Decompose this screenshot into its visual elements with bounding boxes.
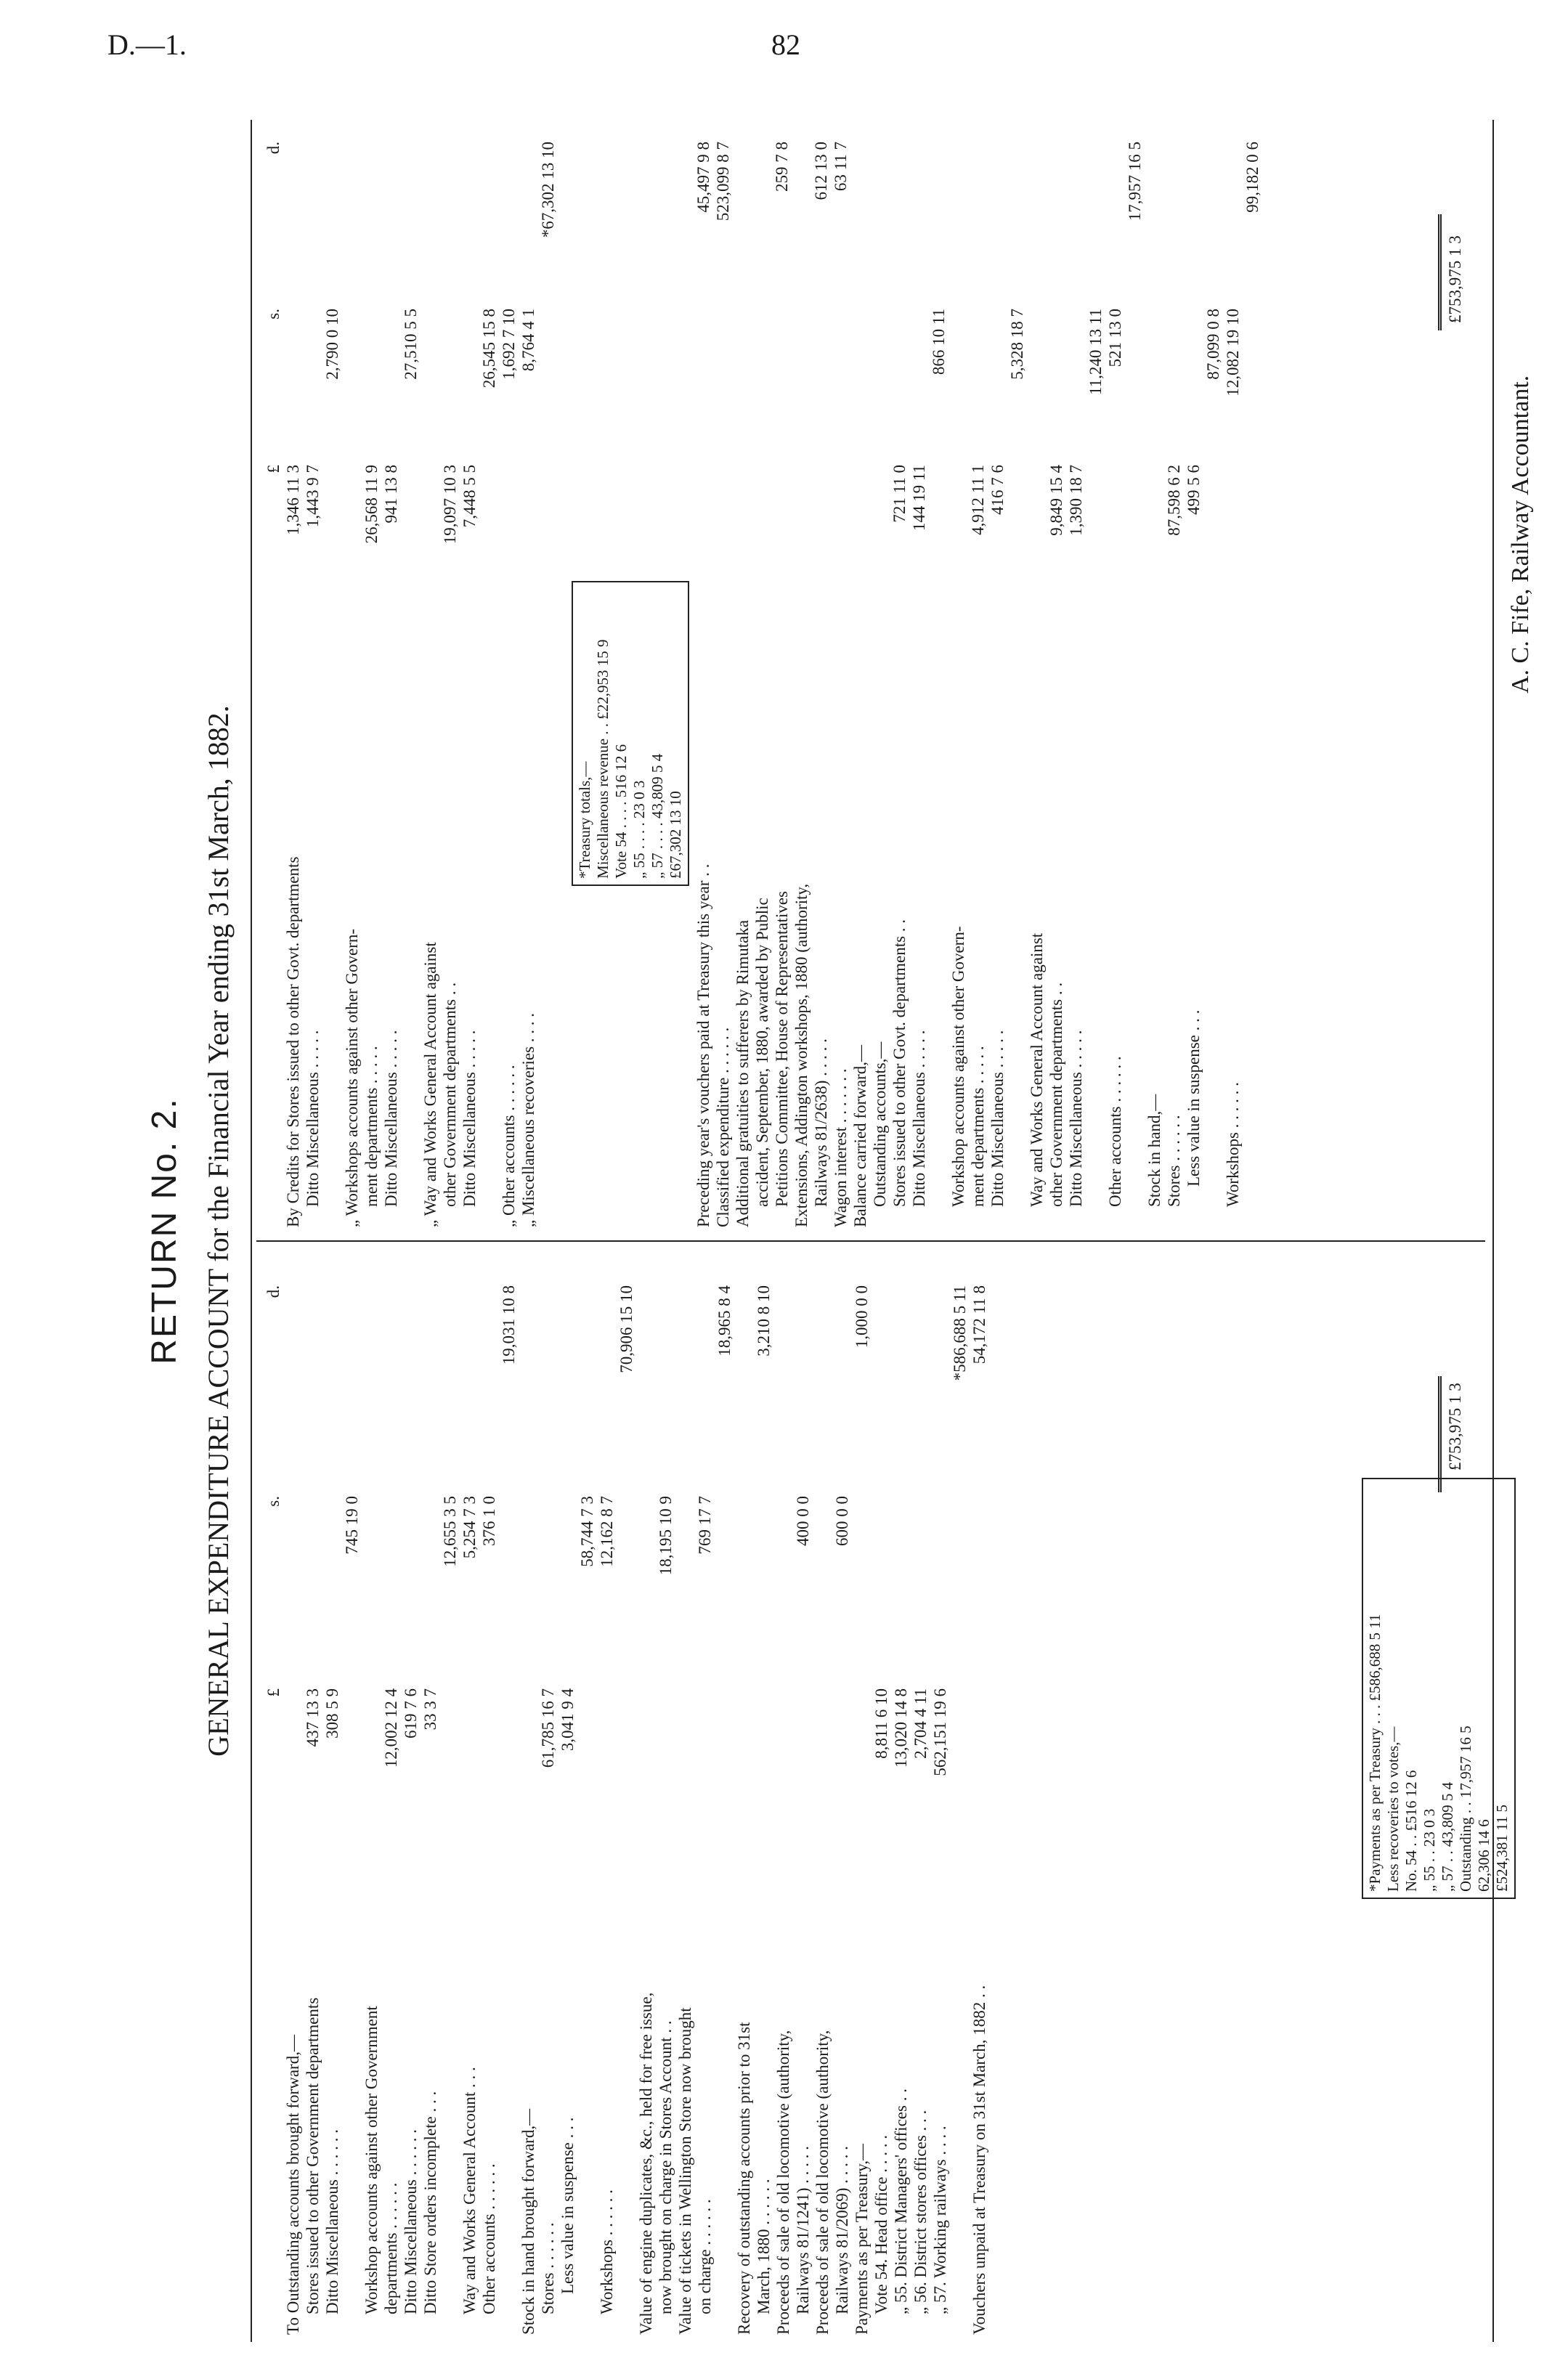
credit-label: Railways 81/2638) . . . . . — [812, 1038, 830, 1207]
debit-label: on charge . . . . . . — [696, 2199, 714, 2314]
credit-label: Ditto Miscellaneous . . . . . — [910, 1030, 928, 1207]
credit-amount-a: 416 7 6 — [988, 465, 1007, 515]
credit-label: Additional gratuities to sufferers by Rimutaka — [734, 919, 752, 1227]
credit-row — [1047, 120, 1066, 1227]
credit-amount-a: 19,097 10 3 — [441, 465, 459, 545]
money-column-header — [264, 1253, 283, 2335]
credit-row — [929, 120, 948, 1227]
credit-label: Extensions, Addington workshops, 1880 (authority, — [792, 883, 811, 1227]
credit-row — [401, 120, 421, 1227]
credit-row — [1243, 120, 1262, 1227]
debit-row — [558, 1253, 577, 2335]
credit-row — [1086, 120, 1105, 1227]
credit-row — [499, 120, 519, 1227]
credit-amount-a: 9,849 15 4 — [1047, 465, 1065, 536]
debit-amount-a: 8,811 6 10 — [872, 1688, 890, 1759]
credit-row — [440, 120, 460, 1227]
debit-label: Vote 54. Head office . . . . . — [872, 2135, 890, 2314]
credit-amount-c: 45,497 9 8 — [694, 142, 712, 213]
credit-row — [948, 120, 968, 1227]
footnote-line: Outstanding . . 17,957 16 5 — [1457, 1725, 1474, 1892]
credit-row — [752, 120, 772, 1227]
debit-label: Recovery of outstanding accounts prior to 31st — [735, 2022, 753, 2335]
treasury-box-line: Miscellaneous revenue . . £22,953 15 9 — [594, 639, 612, 879]
credit-amount-c: 523,099 8 7 — [714, 142, 732, 221]
credit-row — [1007, 120, 1027, 1227]
debit-row — [479, 1253, 499, 2335]
credit-row — [831, 120, 850, 1227]
page-number: 82 — [771, 28, 800, 61]
credit-amount-a: 499 5 6 — [1185, 465, 1203, 515]
credit-label: ment departments . . . . . — [969, 1046, 987, 1207]
credit-row — [1105, 120, 1125, 1227]
debit-row — [460, 1253, 479, 2335]
credit-rows — [283, 120, 558, 1227]
debit-row — [852, 1253, 872, 2335]
debit-row — [695, 1253, 715, 2335]
debit-label: „ 55. District Managers' offices . . — [892, 2089, 910, 2314]
debit-row — [656, 1253, 675, 2335]
credit-amount-a: 4,912 11 1 — [969, 465, 987, 535]
credit-label: Workshops . . . . . . — [1224, 1082, 1242, 1207]
credit-label: Balance carried forward,— — [851, 1045, 869, 1227]
credit-label: Outstanding accounts,— — [871, 1041, 889, 1207]
top-rule — [251, 120, 252, 2342]
debit-row — [283, 1253, 303, 2335]
credit-row — [694, 120, 713, 1227]
col-b-header-right: s. — [264, 309, 283, 320]
debit-label: Value of tickets in Wellington Store now brought — [676, 2007, 694, 2335]
credit-row — [792, 120, 811, 1227]
credit-amount-b: 866 10 11 — [930, 309, 948, 375]
account-title: GENERAL EXPENDITURE ACCOUNT for the Financial Year ending 31st March, 1882. — [202, 705, 235, 1757]
debit-amount-c: 70,906 15 10 — [617, 1285, 635, 1373]
rotated-account-sheet — [134, 98, 1558, 2364]
credit-row — [1066, 120, 1086, 1227]
debit-amount-b: 376 1 0 — [480, 1496, 498, 1546]
credit-row — [890, 120, 909, 1227]
credit-label: Wagon interest . . . . . . . — [832, 1068, 850, 1227]
credit-label: Ditto Miscellaneous . . . . . — [1067, 1030, 1085, 1207]
credit-row — [303, 120, 322, 1227]
footnote-line: Less recoveries to votes,— — [1384, 1726, 1402, 1892]
debit-label: Way and Works General Account . . . — [460, 2067, 479, 2314]
debit-amount-a: 61,785 16 7 — [539, 1688, 557, 1768]
credit-label: Stock in hand,— — [1145, 1094, 1163, 1207]
credit-label: Stores . . . . . . — [1165, 1115, 1183, 1207]
debit-label: Railways 81/2069) . . . . . — [833, 2146, 851, 2314]
treasury-box-line: „ 57 . . . . 43,809 5 4 — [649, 753, 666, 879]
debit-amount-a: 12,002 12 4 — [382, 1688, 400, 1768]
credit-row — [988, 120, 1007, 1227]
col-c-header: d. — [264, 1285, 283, 1298]
credit-amount-c: 612 13 0 — [812, 142, 830, 200]
credit-label: Less value in suspense . . . — [1185, 1009, 1203, 1187]
debit-row — [872, 1253, 891, 2335]
debit-row — [362, 1253, 381, 2335]
left-grand-total: £753,975 1 3 — [1446, 1383, 1464, 1471]
credit-label: „ Way and Works General Account against — [421, 942, 439, 1227]
credit-row — [968, 120, 988, 1227]
col-a-header-right: £ — [264, 465, 283, 473]
debit-label: March, 1880 . . . . . . — [755, 2179, 773, 2314]
credit-row — [1203, 120, 1223, 1227]
debit-label: Proceeds of sale of old locomotive (authority, — [774, 2030, 792, 2335]
credit-label: Workshop accounts against other Govern- — [949, 926, 967, 1207]
center-divider — [256, 1240, 1485, 1242]
credit-row — [342, 120, 362, 1227]
credit-row — [870, 120, 890, 1227]
debit-row — [401, 1253, 421, 2335]
credit-amount-a: 7,448 5 5 — [460, 465, 479, 528]
debit-row — [440, 1253, 460, 2335]
debit-row — [930, 1253, 950, 2335]
col-c-header-right: d. — [264, 142, 283, 155]
credit-row — [283, 120, 303, 1227]
debit-row — [577, 1253, 597, 2335]
debit-label: Payments as per Treasury,— — [853, 2144, 871, 2335]
debit-label: Proceeds of sale of old locomotive (authority, — [813, 2030, 832, 2335]
debit-row — [970, 1253, 989, 2335]
debit-side — [264, 1253, 989, 2335]
credit-row — [909, 120, 929, 1227]
debit-amount-a: 2,704 4 11 — [911, 1688, 930, 1759]
debit-amount-b: 12,655 3 5 — [441, 1496, 459, 1567]
debit-row — [381, 1253, 401, 2335]
debit-amount-c: 54,172 11 8 — [970, 1285, 988, 1365]
debit-label: Ditto Store orders incomplete . . . — [421, 2091, 439, 2314]
credit-amount-a: 87,598 6 2 — [1165, 465, 1183, 536]
signature: A. C. Fife, Railway Accountant. — [1507, 375, 1534, 694]
debit-label: Value of engine duplicates, &c., held for free issue, — [637, 1992, 655, 2335]
credit-rows-2 — [694, 120, 1262, 1227]
credit-row — [1145, 120, 1164, 1227]
debit-label: Railways 81/1241) . . . . . — [794, 2146, 812, 2314]
credit-row — [322, 120, 342, 1227]
credit-amount-a: 1,346 11 3 — [284, 465, 302, 535]
debit-row — [793, 1253, 813, 2335]
debit-amount-c: 3,210 8 10 — [755, 1285, 773, 1357]
credit-label: By Credits for Stores issued to other Govt. departments — [284, 856, 302, 1227]
credit-row — [733, 120, 752, 1227]
debit-amount-b: 600 0 0 — [833, 1496, 851, 1546]
debit-row — [734, 1253, 754, 2335]
debit-row — [597, 1253, 617, 2335]
debit-amount-b: 769 17 7 — [696, 1496, 714, 1555]
debit-amount-c: 19,031 10 8 — [500, 1285, 518, 1365]
debit-label: Stores . . . . . . — [539, 2222, 557, 2314]
return-title: RETURN No. 2. — [145, 1097, 184, 1365]
debit-label: „ 56. District stores offices . . . — [911, 2110, 930, 2314]
debit-row — [675, 1253, 695, 2335]
credit-label: Ditto Miscellaneous . . . . . — [382, 1030, 400, 1207]
credit-row — [811, 120, 831, 1227]
credit-amount-a: 144 19 11 — [910, 465, 928, 532]
credit-label: ment departments . . . . . — [362, 1046, 381, 1207]
debit-row — [636, 1253, 656, 2335]
credit-amount-c: 259 7 8 — [773, 142, 791, 192]
credit-amount-c: 17,957 16 5 — [1126, 142, 1144, 221]
credit-row — [362, 120, 381, 1227]
credit-amount-c: *67,302 13 10 — [539, 142, 557, 238]
debit-amount-a: 308 5 9 — [323, 1688, 341, 1738]
credit-amount-c: 99,182 0 6 — [1243, 142, 1262, 213]
bottom-rule — [1492, 120, 1494, 2342]
debit-row — [773, 1253, 793, 2335]
debit-row — [813, 1253, 832, 2335]
debit-amount-b: 12,162 8 7 — [598, 1496, 616, 1567]
credit-amount-b: 26,545 15 8 — [480, 309, 498, 389]
debit-label: now brought on charge in Stores Account . . — [657, 2020, 675, 2314]
credit-row — [1027, 120, 1047, 1227]
debit-label: Less value in suspense . . . — [558, 2117, 577, 2294]
debit-row — [754, 1253, 773, 2335]
debit-row — [617, 1253, 636, 2335]
credit-row — [519, 120, 538, 1227]
credit-amount-b: 521 13 0 — [1106, 309, 1124, 367]
col-b-header: s. — [264, 1496, 283, 1507]
debit-row — [891, 1253, 911, 2335]
credit-row — [421, 120, 440, 1227]
credit-row — [1223, 120, 1243, 1227]
debit-amount-a: 3,041 9 4 — [558, 1688, 577, 1752]
debit-rows — [283, 1253, 989, 2335]
debit-amount-b: 58,744 7 3 — [578, 1496, 596, 1567]
money-column-header-right — [264, 120, 283, 1227]
credit-row — [713, 120, 733, 1227]
page-identifier: D.—1. — [107, 28, 187, 61]
credit-amount-b: 11,240 13 11 — [1086, 309, 1105, 396]
credit-amount-b: 5,328 18 7 — [1008, 309, 1026, 380]
debit-amount-c: 18,965 8 4 — [715, 1285, 734, 1357]
credit-label: other Government departments . . — [1047, 982, 1065, 1207]
credit-label: Classified expenditure . . . . . . — [714, 1027, 732, 1227]
debit-amount-b: 18,195 10 9 — [657, 1496, 675, 1576]
credit-label: other Government departments . . — [441, 982, 459, 1207]
credit-amount-c: 63 11 7 — [832, 142, 850, 192]
debit-amount-a: 619 7 6 — [402, 1688, 420, 1738]
credit-amount-b: 8,764 4 1 — [519, 309, 537, 372]
footnote-line: No. 54 . . £516 12 6 — [1402, 1770, 1420, 1892]
debit-label: Stores issued to other Government departments — [304, 1997, 322, 2314]
credit-row — [1125, 120, 1145, 1227]
debit-row — [538, 1253, 558, 2335]
debit-amount-a: 33 3 7 — [421, 1688, 439, 1731]
treasury-box-line: £67,302 13 10 — [667, 791, 684, 879]
credit-row — [772, 120, 792, 1227]
debit-label: Workshop accounts against other Government — [362, 2006, 381, 2314]
credit-amount-b: 2,790 0 10 — [323, 309, 341, 380]
debit-label: departments . . . . . . — [382, 2182, 400, 2314]
credit-row — [381, 120, 401, 1227]
credit-amount-b: 12,082 19 10 — [1224, 309, 1242, 396]
debit-row — [342, 1253, 362, 2335]
credit-label: „ Other accounts . . . . . . — [500, 1065, 518, 1227]
debit-label: Workshops . . . . . . — [598, 2189, 616, 2314]
credit-label: accident, September, 1880, awarded by Public — [753, 898, 771, 1207]
credit-amount-a: 26,568 11 9 — [362, 465, 381, 544]
treasury-totals-box — [572, 581, 689, 886]
debit-amount-b: 745 19 0 — [343, 1496, 361, 1555]
debit-row — [519, 1253, 538, 2335]
debit-amount-b: 5,254 7 3 — [460, 1496, 479, 1559]
footnote-line: „ 55 . . 23 0 3 — [1421, 1808, 1438, 1892]
credit-row — [479, 120, 499, 1227]
debit-amount-b: 400 0 0 — [794, 1496, 812, 1546]
debit-row — [421, 1253, 440, 2335]
credit-label: Petitions Committee, House of Representatives — [773, 890, 791, 1207]
debit-label: „ 57. Working railways . . . . — [931, 2126, 949, 2314]
treasury-footnote-box — [1362, 1478, 1516, 1899]
treasury-box-line: „ 55 . . . . 23 0 3 — [630, 780, 648, 879]
right-grand-total: £753,975 1 3 — [1446, 235, 1464, 323]
debit-label: Ditto Miscellaneous . . . . . . — [323, 2129, 341, 2314]
treasury-box-line: *Treasury totals,— — [576, 761, 593, 879]
credit-amount-a: 1,390 18 7 — [1067, 465, 1085, 536]
debit-label: Other accounts . . . . . . — [480, 2163, 498, 2314]
footnote-line: „ 57 . . 43,809 5 4 — [1439, 1781, 1456, 1892]
credit-amount-a: 941 13 8 — [382, 465, 400, 524]
credit-label: „ Miscellaneous recoveries . . . . — [519, 1012, 537, 1227]
footnote-line: 62,306 14 6 — [1475, 1819, 1492, 1892]
credit-label: Preceding year's vouchers paid at Treasury this year . . — [694, 863, 712, 1227]
footnote-line: *Payments as per Treasury . . . £586,688 5 11 — [1366, 1614, 1384, 1892]
footnote-line: £524,381 11 5 — [1493, 1805, 1511, 1892]
debit-amount-a: 437 13 3 — [304, 1688, 322, 1747]
right-total-rule — [1438, 214, 1442, 330]
credit-label: Ditto Miscellaneous . . . . . — [460, 1030, 479, 1207]
credit-amount-b: 1,692 7 10 — [500, 309, 518, 380]
credit-amount-b: 27,510 5 5 — [402, 309, 420, 380]
credit-row — [850, 120, 870, 1227]
credit-label: Ditto Miscellaneous . . . . . — [304, 1030, 322, 1207]
credit-label: Stores issued to other Govt. departments . . — [890, 919, 909, 1207]
debit-label: Ditto Miscellaneous . . . . . . — [402, 2129, 420, 2314]
debit-row — [499, 1253, 519, 2335]
credit-amount-b: 87,099 0 8 — [1204, 309, 1222, 380]
credit-label: Other accounts . . . . . . — [1106, 1056, 1124, 1207]
debit-row — [303, 1253, 322, 2335]
col-a-header: £ — [264, 1688, 283, 1697]
credit-row — [1184, 120, 1203, 1227]
debit-row — [322, 1253, 342, 2335]
credit-amount-a: 1,443 9 7 — [304, 465, 322, 528]
debit-amount-c: *586,688 5 11 — [951, 1285, 969, 1381]
credit-row — [538, 120, 558, 1227]
credit-row — [460, 120, 479, 1227]
debit-row — [832, 1253, 852, 2335]
debit-label: Vouchers unpaid at Treasury on 31st March, 1882 . . — [970, 1985, 988, 2335]
credit-label: Way and Works General Account against — [1028, 932, 1046, 1207]
credit-label: Ditto Miscellaneous . . . . . — [988, 1030, 1007, 1207]
credit-row — [1164, 120, 1184, 1227]
debit-row — [950, 1253, 970, 2335]
debit-amount-a: 13,020 14 8 — [892, 1688, 910, 1768]
left-total-rule — [1438, 1376, 1442, 1492]
credit-label: „ Workshops accounts against other Govern- — [343, 929, 361, 1227]
debit-row — [911, 1253, 930, 2335]
debit-label: To Outstanding accounts brought forward,— — [284, 2035, 302, 2335]
credit-amount-a: 721 11 0 — [890, 465, 909, 523]
debit-label: Stock in hand brought forward,— — [519, 2108, 537, 2335]
credit-side — [264, 120, 1262, 1227]
treasury-box-line: Vote 54 . . . . 516 12 6 — [612, 744, 630, 879]
debit-amount-c: 1,000 0 0 — [853, 1285, 871, 1349]
debit-amount-a: 562,151 19 6 — [931, 1688, 949, 1776]
debit-row — [715, 1253, 734, 2335]
